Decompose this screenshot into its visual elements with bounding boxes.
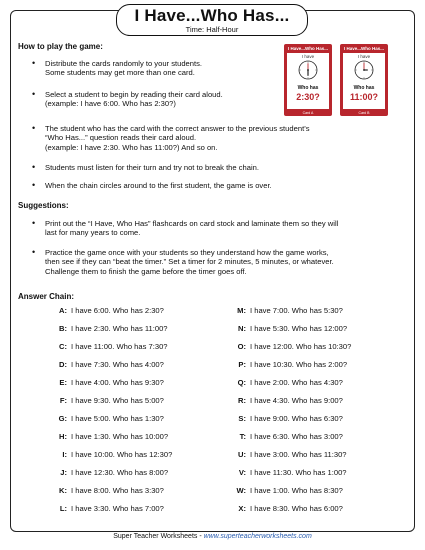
- sample-card-b: [340, 44, 388, 116]
- chain-letter: L:: [59, 504, 67, 513]
- card-face: [287, 53, 329, 109]
- chain-text: I have 6:00. Who has 2:30?: [71, 306, 164, 315]
- clock-icon: [354, 60, 374, 80]
- chain-letter: O:: [237, 342, 246, 351]
- chain-text: I have 2:00. Who has 4:30?: [250, 378, 343, 387]
- chain-letter: A:: [58, 306, 67, 315]
- footer-link[interactable]: www.superteacherworksheets.com: [203, 533, 312, 540]
- chain-text: I have 10:30. Who has 2:00?: [250, 360, 348, 369]
- chain-letter: E:: [59, 378, 67, 387]
- chain-letter: C:: [58, 342, 67, 351]
- chain-text: I have 5:30. Who has 12:00?: [250, 324, 348, 333]
- how-to-bullet: • The student who has the card with the correct answer to the previous student’s “Who Has...” question reads their card aloud. (example: I have 2:30. Who has 11:00?) And so on.: [32, 123, 310, 152]
- chain-text: I have 8:00. Who has 3:30?: [71, 486, 164, 495]
- card-who-label: Who has: [297, 85, 319, 91]
- chain-letter: S:: [238, 414, 246, 423]
- chain-letter: K:: [58, 486, 67, 495]
- chain-text: I have 1:30. Who has 10:00?: [71, 432, 169, 441]
- chain-text: I have 11:30. Who has 1:00?: [250, 468, 347, 477]
- footer-prefix: Super Teacher Worksheets -: [113, 533, 204, 540]
- chain-text: I have 1:00. Who has 8:30?: [250, 486, 343, 495]
- how-to-heading: How to play the game:: [18, 42, 103, 51]
- chain-text: I have 11:00. Who has 7:30?: [71, 342, 168, 351]
- chain-text: I have 7:30. Who has 4:00?: [71, 360, 164, 369]
- chain-letter: D:: [58, 360, 67, 369]
- suggestions-heading: Suggestions:: [18, 201, 69, 210]
- chain-letter: H:: [58, 432, 67, 441]
- how-to-bullet: • Students must listen for their turn and try not to break the chain.: [32, 162, 260, 172]
- bullet-icon: •: [32, 247, 36, 257]
- chain-letter: J:: [60, 468, 67, 477]
- chain-letter: B:: [58, 324, 67, 333]
- card-header: I Have...Who Has...: [343, 46, 384, 51]
- page-title: I Have...Who Has...: [134, 6, 290, 25]
- bullet-icon: •: [32, 162, 36, 172]
- chain-letter: F:: [59, 396, 67, 405]
- chain-text: I have 6:30. Who has 3:00?: [250, 432, 343, 441]
- page-subtitle: Time: Half-Hour: [185, 25, 239, 34]
- title-box: [116, 4, 308, 36]
- chain-text: I have 12:30. Who has 8:00?: [71, 468, 169, 477]
- how-to-bullet: • Select a student to begin by reading their card aloud. (example: I have 6:00. Who has 2:30?): [32, 89, 223, 109]
- chain-letter: M:: [237, 306, 246, 315]
- sample-card-a: [284, 44, 332, 116]
- chain-text: I have 4:00. Who has 9:30?: [71, 378, 164, 387]
- card-ihave-label: I have: [357, 54, 371, 59]
- bullet-icon: •: [32, 89, 36, 99]
- how-to-bullet: • Distribute the cards randomly to your students. Some students may get more than one card.: [32, 58, 203, 78]
- bullet-icon: •: [32, 218, 36, 228]
- clock-icon: [298, 60, 318, 80]
- chain-letter: T:: [239, 432, 246, 441]
- card-header: I Have...Who Has...: [287, 46, 328, 51]
- chain-text: I have 3:00. Who has 11:30?: [250, 450, 347, 459]
- chain-text: I have 2:30. Who has 11:00?: [71, 324, 168, 333]
- chain-letter: W:: [236, 486, 246, 495]
- chain-letter: N:: [237, 324, 246, 333]
- chain-text: I have 9:00. Who has 6:30?: [250, 414, 343, 423]
- chain-text: I have 8:30. Who has 6:00?: [250, 504, 343, 513]
- chain-letter: R:: [237, 396, 246, 405]
- card-face: [343, 53, 385, 109]
- chain-text: I have 4:30. Who has 9:00?: [250, 396, 343, 405]
- chain-text: I have 5:00. Who has 1:30?: [71, 414, 164, 423]
- chain-letter: X:: [238, 504, 246, 513]
- footer: [0, 533, 425, 540]
- chain-text: I have 10:00. Who has 12:30?: [71, 450, 173, 459]
- card-who-label: Who has: [353, 85, 375, 91]
- chain-letter: I:: [62, 450, 67, 459]
- chain-letter: G:: [58, 414, 67, 423]
- chain-letter: Q:: [237, 378, 246, 387]
- card-number: Card A: [302, 111, 314, 115]
- how-to-bullet: • When the chain circles around to the first student, the game is over.: [32, 180, 272, 190]
- bullet-icon: •: [32, 123, 36, 133]
- chain-text: I have 7:00. Who has 5:30?: [250, 306, 343, 315]
- chain-text: I have 12:00. Who has 10:30?: [250, 342, 352, 351]
- suggestion-bullet: • Practice the game once with your students so they understand how the game works, then see if they can “beat the timer.” Set a timer for 2 minutes, 5 minutes, or whatever. Challenge them to finish the game before the timer goes off.: [32, 247, 334, 276]
- card-number: Card B: [358, 111, 370, 115]
- card-time: 11:00?: [349, 92, 379, 102]
- card-ihave-label: I have: [301, 54, 315, 59]
- card-time: 2:30?: [296, 92, 320, 102]
- chain-letter: U:: [237, 450, 246, 459]
- bullet-icon: •: [32, 180, 36, 190]
- suggestion-bullet: • Print out the “I Have, Who Has” flashcards on card stock and laminate them so they will last for many years to come.: [32, 218, 339, 238]
- chain-text: I have 3:30. Who has 7:00?: [71, 504, 164, 513]
- answer-chain-heading: Answer Chain:: [18, 292, 75, 301]
- bullet-icon: •: [32, 58, 36, 68]
- chain-letter: P:: [238, 360, 246, 369]
- chain-letter: V:: [238, 468, 246, 477]
- chain-text: I have 9:30. Who has 5:00?: [71, 396, 164, 405]
